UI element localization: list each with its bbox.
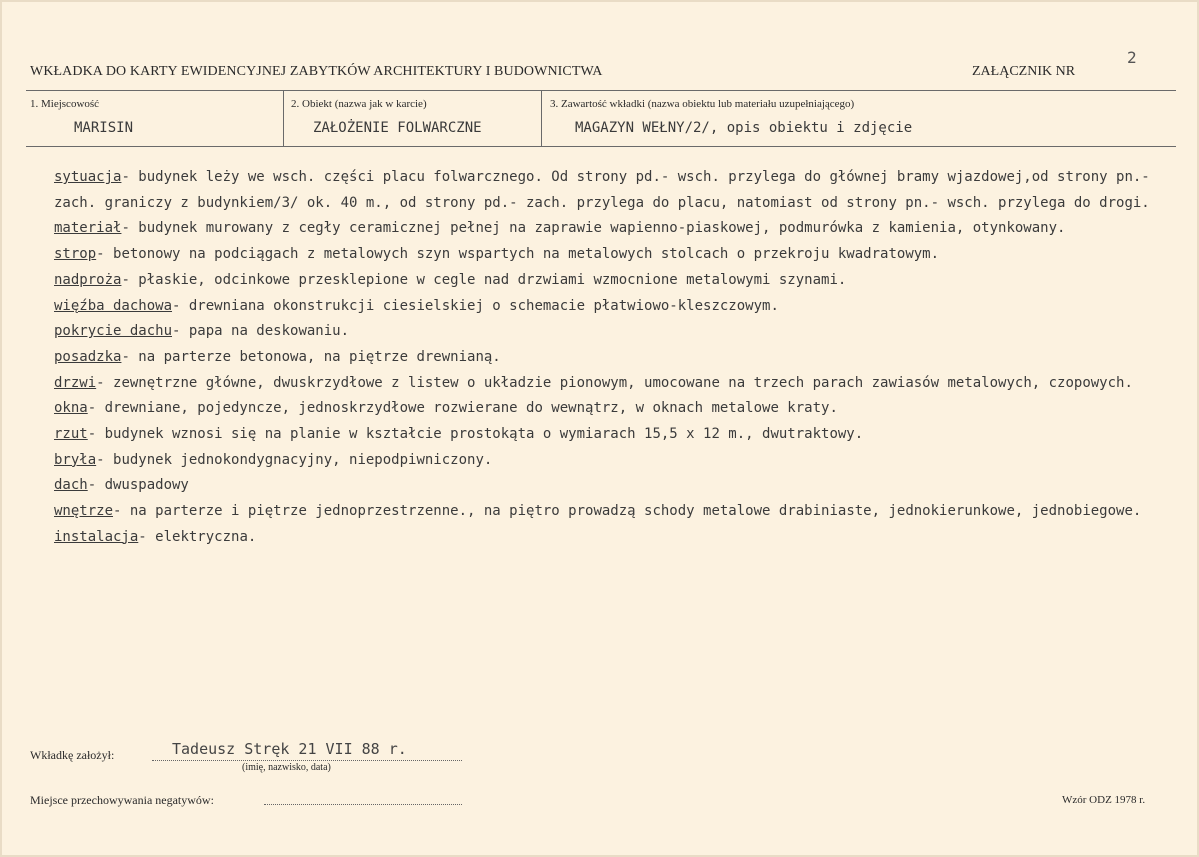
entry-key: pokrycie dachu <box>54 323 173 340</box>
form-title: WKŁADKA DO KARTY EWIDENCYJNEJ ZABYTKÓW ARCHITEKTURY I BUDOWNICTWA <box>30 64 603 79</box>
entry-text: - dwuspadowy <box>87 477 189 494</box>
entry-text: - na parterze betonowa, na piętrze drewnianą. <box>121 348 501 365</box>
entry-rzut <box>54 422 1174 448</box>
entry-key: sytuacja <box>54 169 122 185</box>
description-body <box>54 165 1174 551</box>
entry-text: - drewniane, pojedyncze, jednoskrzydłowe rozwierane do wewnątrz, w oknach metalowe kraty. <box>87 400 838 417</box>
entry-text: - zewnętrzne główne, dwuskrzydłowe z listew o układzie pionowym, umocowane na trzech parach zawiasów metalowych, czopowych. <box>96 374 1133 391</box>
field-1-value: MARISIN <box>74 120 134 136</box>
entry-key: nadproża <box>54 271 122 288</box>
entry-key: bryła <box>54 451 97 468</box>
field-3-label: 3. Zawartość wkładki (nazwa obiektu lub materiału uzupełniającego) <box>550 98 855 110</box>
negatives-label: Miejsce przechowywania negatywów: <box>30 793 214 807</box>
entry-key: strop <box>54 246 97 263</box>
attachment-label: ZAŁĄCZNIK NR <box>972 64 1076 79</box>
entry-text: - budynek jednokondygnacyjny, niepodpiwniczony. <box>96 451 493 468</box>
entry-text: - elektryczna. <box>138 528 257 545</box>
fields-bottom-rule <box>26 146 1176 147</box>
entry-text: - betonowy na podciągach z metalowych szyn wspartych na metalowych stolcach o przekroju kwadratowym. <box>96 246 940 263</box>
author-line <box>152 759 462 761</box>
entry-text: - budynek wznosi się na planie w kształcie prostokąta o wymiarach 15,5 x 12 m., dwutraktowy. <box>87 426 864 443</box>
entry-posadzka <box>54 345 1174 371</box>
entry-text: - budynek murowany z cegły ceramicznej pełnej na zaprawie wapienno-piaskowej, podmurówka z kamienia, otynkowany. <box>121 220 1066 237</box>
entry-wiezba <box>54 294 1174 320</box>
header-rule <box>26 90 1176 91</box>
field-2-label: 2. Obiekt (nazwa jak w karcie) <box>291 98 427 110</box>
attachment-number: 2 <box>1127 48 1137 67</box>
field-1-label: 1. Miejscowość <box>30 98 100 110</box>
entry-key: rzut <box>54 426 88 443</box>
entry-key: posadzka <box>54 348 122 365</box>
entry-dach <box>54 473 1174 499</box>
entry-strop <box>54 242 1174 268</box>
entry-okna <box>54 396 1174 422</box>
entry-bryla <box>54 448 1174 474</box>
entry-key: dach <box>54 477 88 494</box>
entry-text: - drewniana okonstrukcji ciesielskiej o schemacie płatwiowo-kleszczowym. <box>172 297 779 314</box>
field-divider-2 <box>541 90 542 146</box>
field-2-value: ZAŁOŻENIE FOLWARCZNE <box>313 120 482 136</box>
author-label: Wkładkę założył: <box>30 748 115 762</box>
entry-text: - płaskie, odcinkowe przesklepione w cegle nad drzwiami wzmocnione metalowymi szynami. <box>121 271 847 288</box>
entry-instalacja <box>54 525 1174 551</box>
entry-key: drzwi <box>54 374 97 391</box>
entry-pokrycie <box>54 319 1174 345</box>
form-code: Wzór ODZ 1978 r. <box>1062 794 1146 806</box>
entry-key: więźba dachowa <box>54 297 173 314</box>
author-value: Tadeusz Stręk 21 VII 88 r. <box>172 740 407 758</box>
entry-key: okna <box>54 400 88 417</box>
entry-sytuacja <box>54 165 1174 216</box>
entry-text: - budynek leży we wsch. części placu folwarcznego. Od strony pd.- wsch. przylega do głównej bramy wjazdowej,od strony pn.- zach. graniczy z budynkiem/3/ ok. 40 m., od strony pd.- zach. przylega do placu, natomiast od strony pn.- wsch. przylega do drogi. <box>54 169 1150 211</box>
entry-material <box>54 216 1174 242</box>
entry-key: materiał <box>54 220 122 237</box>
negatives-line <box>264 803 462 805</box>
entry-drzwi <box>54 371 1174 397</box>
entry-nadproza <box>54 268 1174 294</box>
field-3-value: MAGAZYN WEŁNY/2/, opis obiektu i zdjęcie <box>575 120 913 136</box>
entry-key: wnętrze <box>54 503 114 520</box>
field-divider-1 <box>283 90 284 146</box>
author-caption: (imię, nazwisko, data) <box>242 762 331 773</box>
entry-wnetrze <box>54 499 1174 525</box>
entry-text: - papa na deskowaniu. <box>172 323 350 340</box>
entry-text: - na parterze i piętrze jednoprzestrzenne., na piętro prowadzą schody metalowe drabiniaste, jednokierunkowe, jednobiegowe. <box>113 503 1142 520</box>
entry-key: instalacja <box>54 528 139 545</box>
